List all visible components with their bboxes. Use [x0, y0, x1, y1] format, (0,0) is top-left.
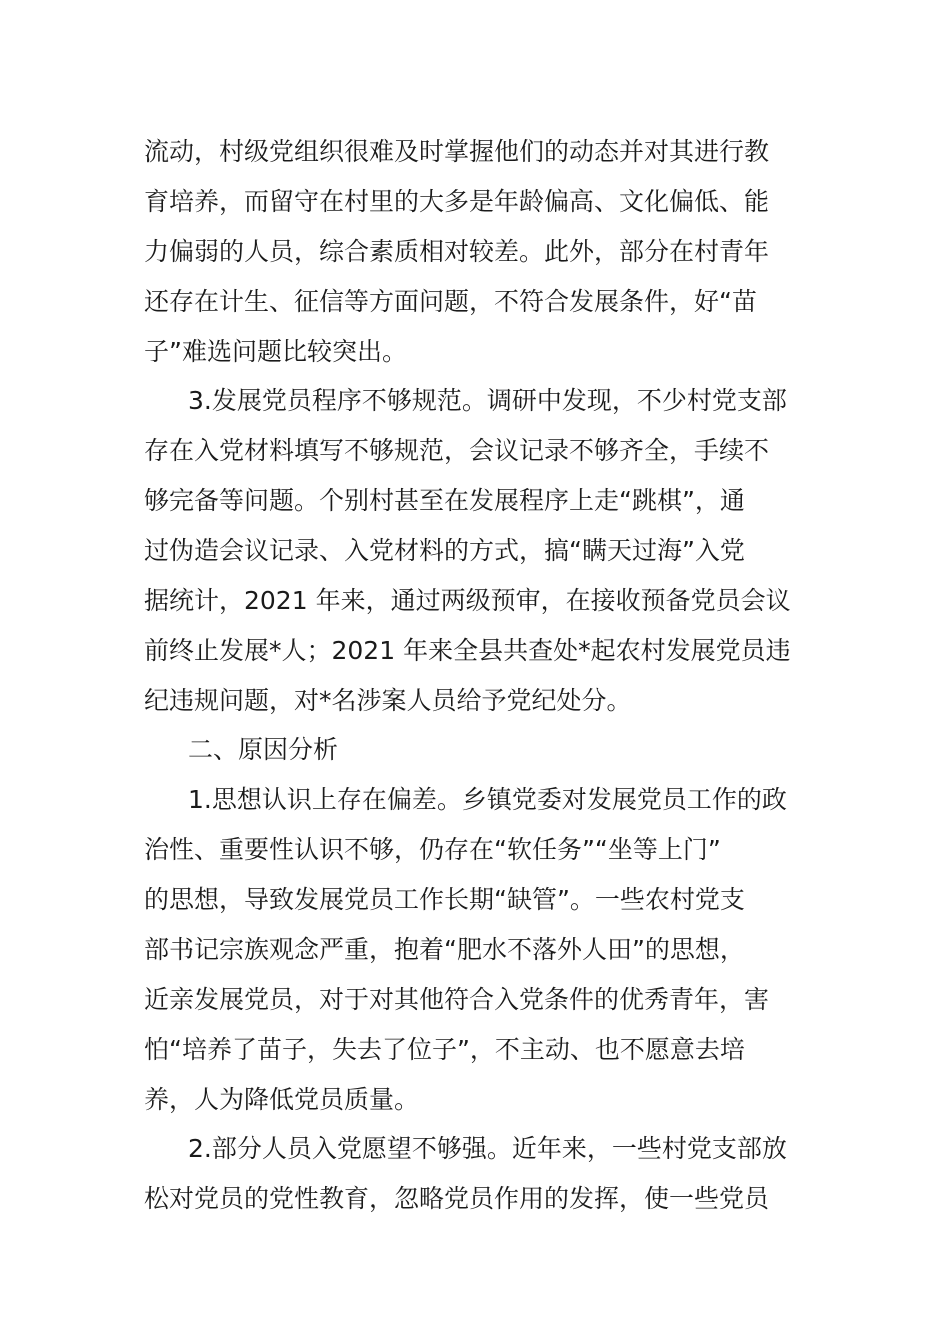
paragraph-first-line: [0, 377, 950, 425]
text-line: [0, 228, 950, 276]
text-line: [0, 926, 950, 974]
line-text: 2.部分人员入党愿望不够强。近年来，一些村党支部放: [188, 1134, 787, 1163]
paragraph-first-line: [0, 1125, 950, 1173]
line-text: 部书记宗族观念严重，抱着“肥水不落外人田”的思想，: [144, 935, 745, 964]
line-text: 还存在计生、征信等方面问题，不符合发展条件，好“苗: [144, 287, 757, 316]
line-text: 子”难选问题比较突出。: [144, 337, 407, 366]
line-text: 松对党员的党性教育，忽略党员作用的发挥，使一些党员: [144, 1184, 770, 1213]
text-line: [0, 876, 950, 924]
text-line: [0, 178, 950, 226]
text-line: [0, 128, 950, 176]
line-text: 过伪造会议记录、入党材料的方式，搞“瞒天过海”入党: [144, 536, 745, 565]
text-line: [0, 1175, 950, 1223]
heading-text: 二、原因分析: [188, 735, 339, 764]
text-line: [0, 427, 950, 475]
text-line: [0, 278, 950, 326]
text-line: [0, 826, 950, 874]
text-line: [0, 477, 950, 525]
line-text: 据统计，2021 年来，通过两级预审，在接收预备党员会议: [144, 586, 791, 615]
text-line: [0, 627, 950, 675]
line-text: 够完备等问题。个别村甚至在发展程序上走“跳棋”，通: [144, 486, 745, 515]
line-text: 的思想，导致发展党员工作长期“缺管”。一些农村党支: [144, 885, 745, 914]
line-text: 近亲发展党员，对于对其他符合入党条件的优秀青年，害: [144, 985, 770, 1014]
line-text: 治性、重要性认识不够，仍存在“软任务”“坐等上门”: [144, 835, 721, 864]
line-text: 流动，村级党组织很难及时掌握他们的动态并对其进行教: [144, 137, 770, 166]
line-text: 3.发展党员程序不够规范。调研中发现，不少村党支部: [188, 386, 787, 415]
line-text: 前终止发展*人；2021 年来全县共查处*起农村发展党员违: [144, 636, 791, 665]
section-heading: [0, 726, 950, 774]
text-line: [0, 1076, 950, 1124]
line-text: 怕“培养了苗子，失去了位子”，不主动、也不愿意去培: [144, 1035, 745, 1064]
line-text: 力偏弱的人员，综合素质相对较差。此外，部分在村青年: [144, 237, 770, 266]
text-line: [0, 677, 950, 725]
text-line: [0, 577, 950, 625]
paragraph-first-line: [0, 776, 950, 824]
text-line: [0, 527, 950, 575]
text-line: [0, 1026, 950, 1074]
line-text: 存在入党材料填写不够规范，会议记录不够齐全，手续不: [144, 436, 770, 465]
text-line: [0, 328, 950, 376]
line-text: 纪违规问题，对*名涉案人员给予党纪处分。: [144, 686, 632, 715]
text-line: [0, 976, 950, 1024]
line-text: 育培养，而留守在村里的大多是年龄偏高、文化偏低、能: [144, 187, 770, 216]
line-text: 1.思想认识上存在偏差。乡镇党委对发展党员工作的政: [188, 785, 787, 814]
line-text: 养，人为降低党员质量。: [144, 1085, 420, 1114]
